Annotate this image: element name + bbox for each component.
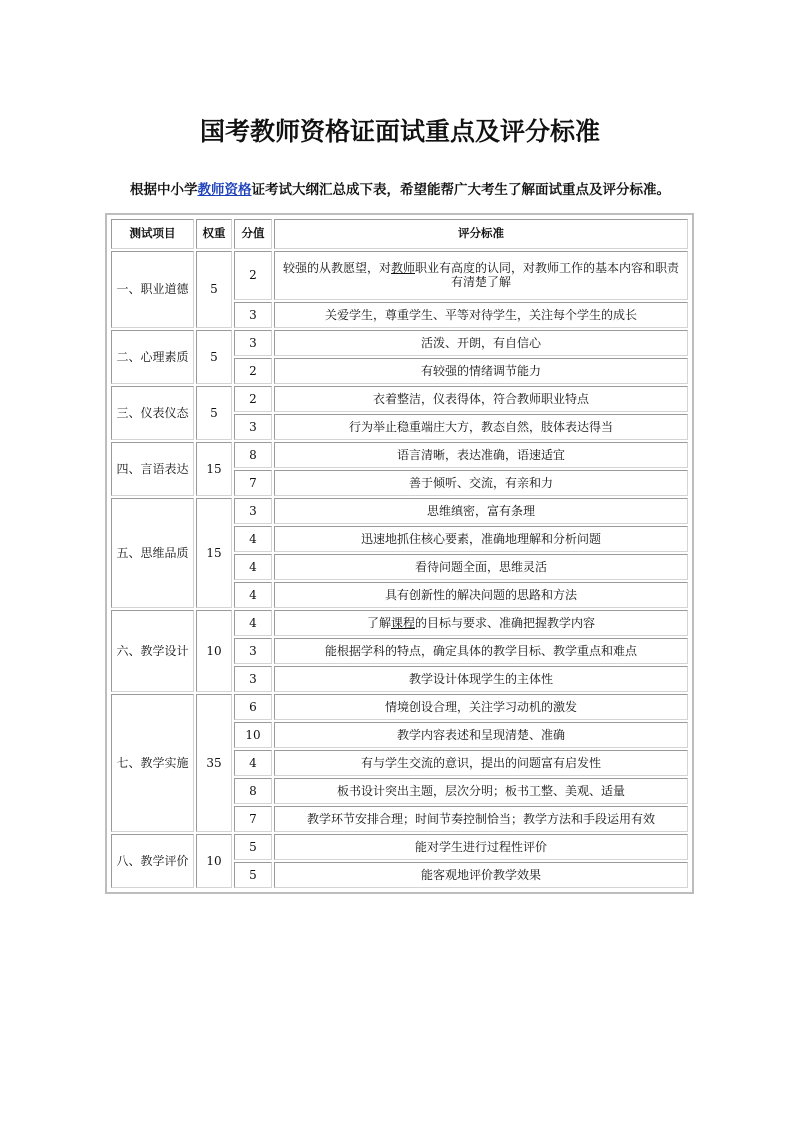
criteria-text: 教学内容表述和呈现清楚、准确 xyxy=(396,727,565,742)
score-cell: 3 xyxy=(234,638,272,664)
scoring-table xyxy=(109,217,690,890)
score-cell: 4 xyxy=(234,554,272,580)
criteria-cell xyxy=(274,251,688,300)
criteria-text: 迅速地抓住核心要素，准确地理解和分析问题 xyxy=(360,531,601,546)
criteria-text: 能客观地评价教学效果 xyxy=(420,867,541,882)
score-cell: 5 xyxy=(234,834,272,860)
header-criteria: 评分标准 xyxy=(274,219,688,249)
criteria-text: 教学环节安排合理；时间节奏控制恰当；教学方法和手段运用有效 xyxy=(306,811,655,826)
score-cell: 3 xyxy=(234,330,272,356)
criteria-cell xyxy=(274,862,688,888)
criteria-text: 能根据学科的特点，确定具体的教学目标、教学重点和难点 xyxy=(324,643,637,658)
score-cell: 2 xyxy=(234,386,272,412)
test-item-cell: 五、思维品质 xyxy=(111,498,194,608)
criteria-text: 有较强的情绪调节能力 xyxy=(420,363,541,378)
criteria-cell xyxy=(274,442,688,468)
score-cell: 3 xyxy=(234,414,272,440)
criteria-text: 行为举止稳重端庄大方，教态自然，肢体表达得当 xyxy=(348,419,613,434)
weight-cell: 15 xyxy=(196,498,232,608)
table-row xyxy=(111,834,688,860)
criteria-cell xyxy=(274,610,688,636)
criteria-text-prefix: 较强的从教愿望，对 xyxy=(282,261,391,276)
criteria-cell xyxy=(274,750,688,776)
intro-paragraph xyxy=(0,178,800,198)
criteria-text: 看待问题全面，思维灵活 xyxy=(414,559,547,574)
criteria-text-prefix: 了解 xyxy=(366,615,391,630)
criteria-cell xyxy=(274,834,688,860)
score-cell: 7 xyxy=(234,470,272,496)
test-item-cell: 四、言语表达 xyxy=(111,442,194,496)
score-cell: 10 xyxy=(234,722,272,748)
scoring-table-frame xyxy=(105,213,694,894)
weight-cell: 35 xyxy=(196,694,232,832)
criteria-cell xyxy=(274,778,688,804)
criteria-cell xyxy=(274,358,688,384)
score-cell: 7 xyxy=(234,806,272,832)
criteria-cell xyxy=(274,386,688,412)
score-cell: 4 xyxy=(234,582,272,608)
table-row xyxy=(111,330,688,356)
score-cell: 6 xyxy=(234,694,272,720)
table-body xyxy=(111,251,688,888)
weight-cell: 5 xyxy=(196,330,232,384)
score-cell: 4 xyxy=(234,750,272,776)
score-cell: 5 xyxy=(234,862,272,888)
criteria-cell xyxy=(274,526,688,552)
intro-text-after: 证考试大纲汇总成下表，希望能帮广大考生了解面试重点及评分标准。 xyxy=(251,182,670,198)
criteria-text: 活泼、开朗，有自信心 xyxy=(420,335,541,350)
teacher-qualification-link[interactable]: 教师资格 xyxy=(197,182,252,198)
criteria-cell xyxy=(274,330,688,356)
table-row xyxy=(111,610,688,636)
score-cell: 8 xyxy=(234,442,272,468)
criteria-text: 衣着整洁，仪表得体，符合教师职业特点 xyxy=(372,391,589,406)
test-item-cell: 二、心理素质 xyxy=(111,330,194,384)
intro-text-before: 根据中小学 xyxy=(130,182,198,198)
criteria-link[interactable]: 教师 xyxy=(390,261,415,276)
weight-cell: 10 xyxy=(196,610,232,692)
criteria-cell xyxy=(274,638,688,664)
test-item-cell: 三、仪表仪态 xyxy=(111,386,194,440)
criteria-text: 板书设计突出主题，层次分明；板书工整、美观、适量 xyxy=(336,783,625,798)
criteria-text: 善于倾听、交流，有亲和力 xyxy=(408,475,553,490)
criteria-text: 具有创新性的解决问题的思路和方法 xyxy=(384,587,577,602)
table-row xyxy=(111,694,688,720)
test-item-cell: 七、教学实施 xyxy=(111,694,194,832)
criteria-text: 语言清晰，表达准确，语速适宜 xyxy=(396,447,565,462)
criteria-cell xyxy=(274,666,688,692)
weight-cell: 10 xyxy=(196,834,232,888)
test-item-cell: 八、教学评价 xyxy=(111,834,194,888)
table-header-row xyxy=(111,219,688,249)
criteria-cell xyxy=(274,694,688,720)
weight-cell: 15 xyxy=(196,442,232,496)
criteria-cell xyxy=(274,554,688,580)
score-cell: 4 xyxy=(234,526,272,552)
score-cell: 2 xyxy=(234,358,272,384)
test-item-cell: 一、职业道德 xyxy=(111,251,194,328)
criteria-cell xyxy=(274,302,688,328)
criteria-cell xyxy=(274,582,688,608)
criteria-cell xyxy=(274,470,688,496)
score-cell: 8 xyxy=(234,778,272,804)
criteria-text: 情境创设合理，关注学习动机的激发 xyxy=(384,699,577,714)
criteria-cell xyxy=(274,498,688,524)
score-cell: 3 xyxy=(234,666,272,692)
weight-cell: 5 xyxy=(196,251,232,328)
score-cell: 3 xyxy=(234,302,272,328)
table-row xyxy=(111,498,688,524)
weight-cell: 5 xyxy=(196,386,232,440)
header-item: 测试项目 xyxy=(111,219,194,249)
criteria-text: 的目标与要求、准确把握教学内容 xyxy=(415,615,596,630)
table-row xyxy=(111,442,688,468)
criteria-cell xyxy=(274,414,688,440)
score-cell: 4 xyxy=(234,610,272,636)
test-item-cell: 六、教学设计 xyxy=(111,610,194,692)
score-cell: 3 xyxy=(234,498,272,524)
score-cell: 2 xyxy=(234,251,272,300)
criteria-text: 思维缜密，富有条理 xyxy=(426,503,535,518)
criteria-cell xyxy=(274,806,688,832)
header-weight: 权重 xyxy=(196,219,232,249)
criteria-cell xyxy=(274,722,688,748)
page-title: 国考教师资格证面试重点及评分标准 xyxy=(199,117,600,146)
criteria-text: 关爱学生，尊重学生、平等对待学生，关注每个学生的成长 xyxy=(324,307,637,322)
criteria-text: 有与学生交流的意识，提出的问题富有启发性 xyxy=(360,755,601,770)
criteria-text: 教学设计体现学生的主体性 xyxy=(408,671,553,686)
criteria-text: 能对学生进行过程性评价 xyxy=(414,839,547,854)
criteria-text: 职业有高度的认同，对教师工作的基本内容和职责有清楚了解 xyxy=(415,261,680,290)
table-row xyxy=(111,386,688,412)
table-row xyxy=(111,251,688,300)
criteria-link[interactable]: 课程 xyxy=(390,615,415,630)
header-score: 分值 xyxy=(234,219,272,249)
